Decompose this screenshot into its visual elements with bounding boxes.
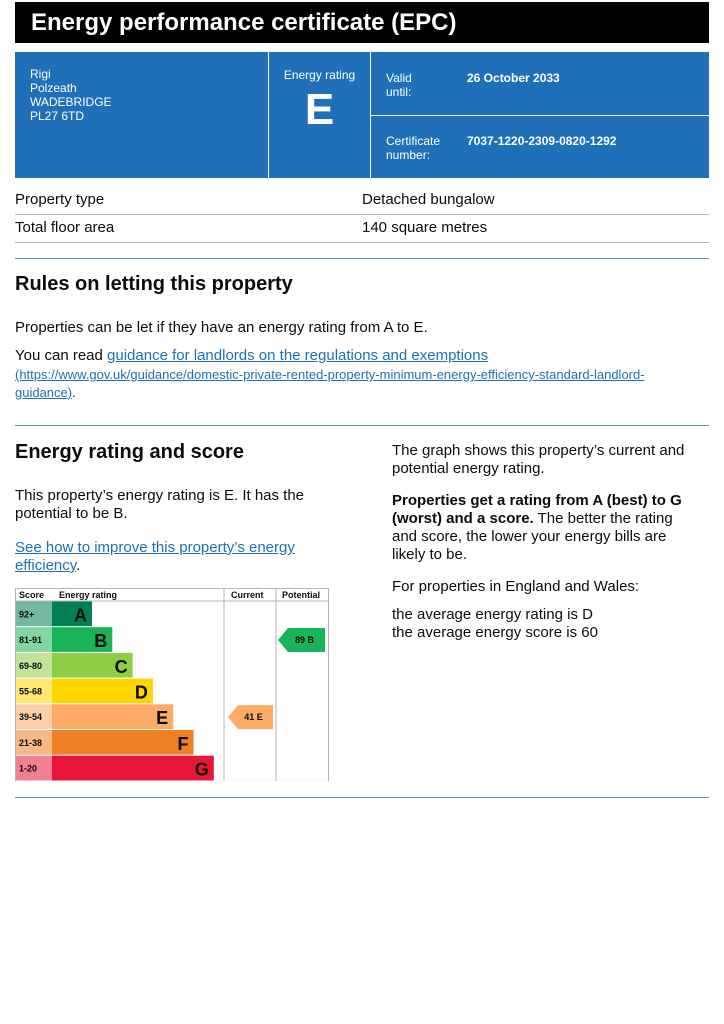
current-rating-label: 41 E bbox=[244, 712, 263, 723]
floor-area-label: Total floor area bbox=[15, 219, 115, 236]
section-divider bbox=[15, 797, 709, 798]
section-divider bbox=[15, 258, 709, 259]
energy-rating-graph bbox=[15, 588, 330, 781]
guidance-url-link[interactable]: guidance) bbox=[15, 385, 73, 400]
section-divider bbox=[15, 425, 709, 426]
score-label-a: 92+ bbox=[19, 609, 35, 620]
property-type-value: Detached bungalow bbox=[362, 191, 495, 208]
band-letter-a: A bbox=[74, 605, 87, 626]
potential-rating-label: 89 B bbox=[294, 635, 315, 646]
valid-until-label bbox=[386, 71, 456, 99]
property-type-label: Property type bbox=[15, 191, 105, 208]
score-label-f: 21-38 bbox=[19, 737, 43, 748]
band-letter-f: F bbox=[177, 733, 189, 754]
address-line: PL27 6TD bbox=[30, 109, 85, 123]
score-label-e: 39-54 bbox=[19, 712, 43, 723]
letting-heading: Rules on letting this property bbox=[15, 273, 293, 295]
guidance-url-link[interactable]: (https://www.gov.uk/guidance/domestic-private-rented-property-minimum-energy-efficiency-standard-landlord- bbox=[15, 367, 645, 382]
graph-header-3: Potential bbox=[282, 590, 321, 600]
text: . bbox=[76, 557, 81, 574]
score-label-g: 1-20 bbox=[19, 763, 38, 774]
band-letter-c: C bbox=[114, 656, 128, 677]
text: . bbox=[72, 385, 76, 400]
letting-paragraph: Properties can be let if they have an energy rating from A to E. bbox=[15, 319, 428, 336]
text: and score, the lower your energy bills are bbox=[392, 528, 667, 545]
score-paragraph bbox=[15, 487, 304, 523]
graph-header-2: Current bbox=[231, 590, 264, 600]
text: This property’s energy rating is E. It has the bbox=[15, 487, 305, 504]
graph-explanation bbox=[392, 442, 712, 642]
label-line: until: bbox=[386, 85, 412, 99]
band-bar-g bbox=[52, 756, 214, 781]
label-line: number: bbox=[386, 148, 431, 162]
page-title: Energy performance certificate (EPC) bbox=[15, 2, 709, 43]
improve-efficiency-link[interactable]: See how to improve this property’s energy bbox=[15, 539, 295, 556]
score-label-c: 69-80 bbox=[19, 660, 43, 671]
band-letter-b: B bbox=[94, 631, 108, 652]
bold-text: (worst) and a score. bbox=[392, 510, 534, 527]
floor-area-value: 140 square metres bbox=[362, 219, 488, 236]
band-bar-f bbox=[52, 730, 194, 755]
text: The graph shows this property’s current and bbox=[392, 442, 685, 459]
address-line: Polzeath bbox=[30, 81, 77, 95]
improve-efficiency bbox=[15, 539, 295, 575]
band-bar-e bbox=[52, 704, 173, 729]
guidance-url bbox=[15, 366, 715, 402]
text: likely to be. bbox=[392, 546, 468, 563]
certificate-header bbox=[15, 52, 709, 178]
band-letter-g: G bbox=[194, 759, 209, 780]
label-line: Certificate bbox=[386, 134, 441, 148]
text: For properties in England and Wales: bbox=[392, 578, 640, 595]
graph-header-1: Energy rating bbox=[59, 590, 118, 600]
address-line: Rigi bbox=[30, 67, 51, 81]
average-rating: the average energy rating is D bbox=[392, 606, 593, 623]
bold-text: Properties get a rating from A (best) to G bbox=[392, 492, 682, 509]
score-label-d: 55-68 bbox=[19, 686, 43, 697]
band-letter-e: E bbox=[156, 708, 169, 729]
graph-header-0: Score bbox=[19, 590, 45, 600]
text: potential to be B. bbox=[15, 505, 128, 522]
score-heading: Energy rating and score bbox=[15, 441, 244, 463]
landlord-guidance-link[interactable]: guidance for landlords on the regulations and exemptions bbox=[107, 347, 489, 364]
label-line: Valid bbox=[386, 71, 412, 85]
improve-efficiency-link[interactable]: efficiency bbox=[15, 557, 77, 574]
text: You can read bbox=[15, 347, 108, 364]
property-type-row bbox=[15, 186, 709, 215]
energy-rating-letter: E bbox=[304, 85, 335, 134]
energy-rating-label: Energy rating bbox=[283, 68, 356, 82]
letting-guidance bbox=[15, 347, 709, 365]
score-label-b: 81-91 bbox=[19, 635, 43, 646]
text: The better the rating bbox=[533, 510, 673, 527]
certificate-number-label bbox=[386, 134, 456, 162]
address bbox=[30, 67, 112, 123]
floor-area-row bbox=[15, 214, 709, 243]
address-line: WADEBRIDGE bbox=[30, 95, 112, 109]
text: potential energy rating. bbox=[392, 460, 545, 477]
certificate-number-value: 7037-1220-2309-0820-1292 bbox=[467, 134, 617, 148]
average-score: the average energy score is 60 bbox=[392, 624, 598, 641]
valid-until-value: 26 October 2033 bbox=[467, 71, 560, 85]
band-letter-d: D bbox=[134, 682, 148, 703]
